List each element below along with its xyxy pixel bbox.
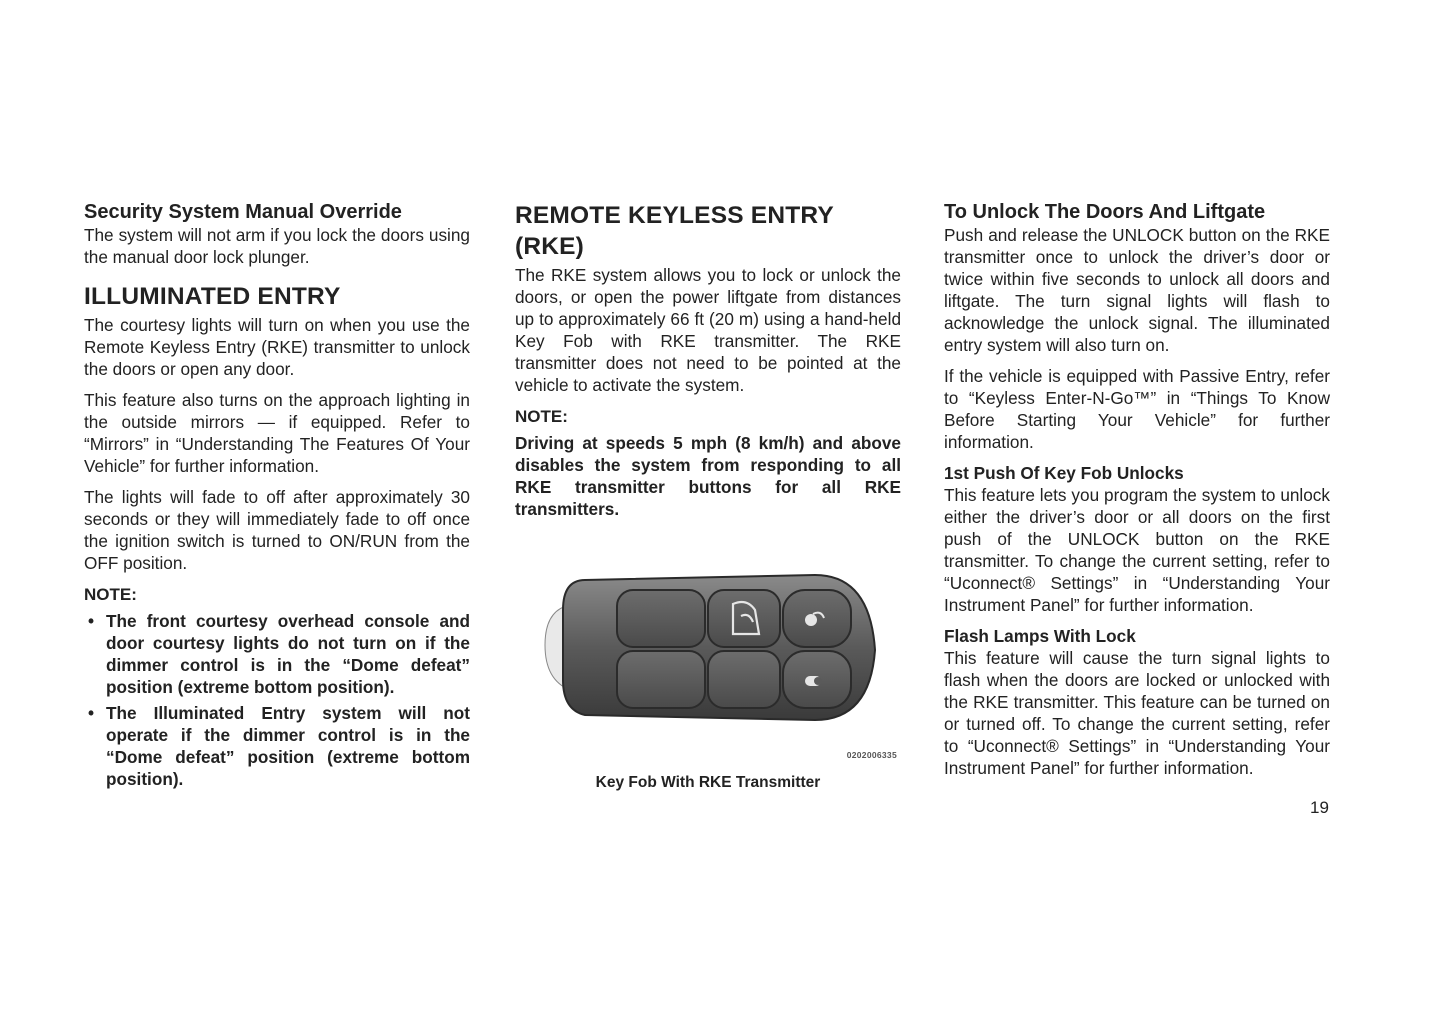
middle-column [515, 200, 901, 792]
bullet-dot: • [88, 611, 95, 631]
rke-note-text: Driving at speeds 5 mph (8 km/h) and above disables the system from responding to all RKE transmitter buttons for all RKE transmitters. [515, 433, 901, 519]
note-bullet-text: The Illuminated Entry system will not operate if the dimmer control is in the “Dome defeat” position (extreme bottom position). [106, 703, 470, 789]
security-override-text: The system will not arm if you lock the doors using the manual door lock plunger. [84, 225, 470, 267]
illuminated-entry-text-3: The lights will fade to off after approximately 30 seconds or they will immediately fade to off once the ignition switch is turned to ON/RUN from the OFF position. [84, 487, 470, 573]
note-bullet-text: The front courtesy overhead console and door courtesy lights do not turn on if the dimmer control is in the “Dome defeat” position (extreme bottom position). [106, 611, 470, 697]
left-column [84, 200, 470, 794]
illuminated-entry-text-2: This feature also turns on the approach lighting in the outside mirrors — if equipped. Refer to “Mirrors” in “Understanding The Features Of Your Vehicle” for further information. [84, 390, 470, 476]
unlock-heading: To Unlock The Doors And Liftgate [944, 201, 1266, 223]
passive-entry-text: If the vehicle is equipped with Passive Entry, refer to “Keyless Enter-N-Go™” in “Things To Know Before Starting Your Vehicle” for further information. [944, 366, 1330, 452]
figure-caption: Key Fob With RKE Transmitter [595, 774, 821, 791]
rke-heading: REMOTE KEYLESS ENTRY (RKE) [515, 202, 834, 260]
illuminated-entry-heading: ILLUMINATED ENTRY [84, 283, 341, 310]
key-fob-illustration [515, 550, 901, 750]
unlock-text: Push and release the UNLOCK button on the RKE transmitter once to unlock the driver’s door or twice within five seconds to unlock all doors and liftgate. The turn signal lights will flash to acknowledge the unlock signal. The illuminated entry system will also turn on. [944, 225, 1330, 355]
flash-lamps-heading: Flash Lamps With Lock [944, 626, 1136, 646]
lock-icon [805, 676, 822, 686]
note-bullet [84, 702, 470, 790]
unused-bottom-middle-button [708, 651, 780, 708]
bullet-dot: • [88, 703, 95, 723]
unused-bottom-left-button [617, 651, 705, 708]
page-number: 19 [1310, 798, 1329, 817]
note-label: NOTE: [515, 407, 568, 426]
right-column [944, 200, 1330, 788]
first-push-text: This feature lets you program the system to unlock either the driver’s door or all doors on the first push of the UNLOCK button on the RKE transmitter. To change the current setting, refer to “Uconnect® Settings” in “Understanding Your Instrument Panel” for further information. [944, 485, 1330, 615]
security-override-heading: Security System Manual Override [84, 201, 402, 223]
note-bullet-list [84, 610, 470, 790]
liftgate-button [708, 590, 780, 647]
rke-text: The RKE system allows you to lock or unlock the doors, or open the power liftgate from distances up to approximately 66 ft (20 m) using a hand-held Key Fob with RKE transmitter. The RKE transmitter does not need to be pointed at the vehicle to activate the system. [515, 265, 901, 395]
flash-lamps-text: This feature will cause the turn signal lights to flash when the doors are locked or unlocked with the RKE transmitter. This feature can be turned on or turned off. To change the current setting, refer to “Uconnect® Settings” in “Understanding Your Instrument Panel” for further information. [944, 648, 1330, 778]
illuminated-entry-text-1: The courtesy lights will turn on when you use the Remote Keyless Entry (RKE) transmitter to unlock the doors or open any door. [84, 315, 470, 379]
unlock-button [783, 590, 851, 647]
unused-top-left-button [617, 590, 705, 647]
figure-code: 0202006335 [846, 750, 897, 760]
first-push-heading: 1st Push Of Key Fob Unlocks [944, 463, 1184, 483]
note-label: NOTE: [84, 585, 137, 604]
note-bullet [84, 610, 470, 698]
key-fob-figure [515, 550, 901, 760]
